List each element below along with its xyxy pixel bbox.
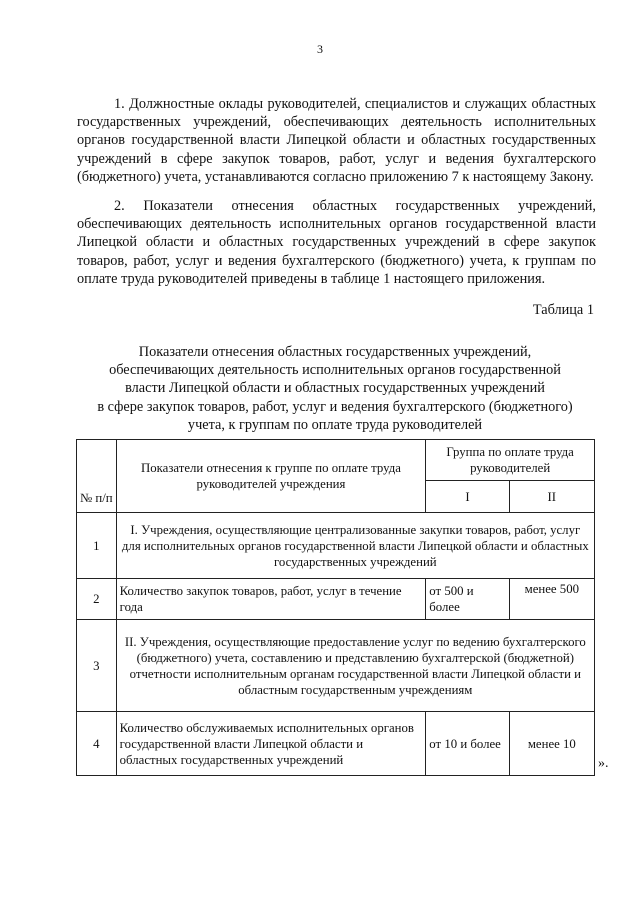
table-title xyxy=(40,343,630,434)
table-header-row xyxy=(77,440,595,481)
row-indicator: Количество обслуживаемых исполнительных органов государственной власти Липецкой области и областных государственных учреждений xyxy=(116,712,426,776)
table-title-line: Показатели отнесения областных государственных учреждений, xyxy=(138,344,532,360)
paragraph-2: 2. Показатели отнесения областных государственных учреждений, обеспечивающих деятельность исполнительных органов государственной власти Липецкой области и областных государственных учреждений в сфере закупок товаров, работ, услуг и ведения бухгалтерского (бюджетного) учета, к группам по оплате труда руководителей приведены в таблице 1 настоящего приложения. xyxy=(77,198,596,287)
header-group-1: I xyxy=(426,481,509,513)
table-row xyxy=(77,712,595,776)
row-group-2-value: менее 500 xyxy=(509,579,594,620)
header-group: Группа по оплате труда руководителей xyxy=(426,440,595,481)
section-heading: II. Учреждения, осуществляющие предоставление услуг по ведению бухгалтерского (бюджетного) учета, составлению и представлению бухгалтерской (бюджетной) отчетности исполнительным органам государственной власти Липецкой области и областным государственным учреждениям xyxy=(116,620,594,712)
row-indicator: Количество закупок товаров, работ, услуг в течение года xyxy=(116,579,426,620)
table-row xyxy=(77,579,595,620)
row-num: 4 xyxy=(77,712,117,776)
indicators-table xyxy=(76,439,595,776)
paragraph-1: 1. Должностные оклады руководителей, специалистов и служащих областных государственных учреждений, обеспечивающих деятельность исполнительных органов государственной власти Липецкой области и областных государственных учреждений в сфере закупок товаров, работ, услуг и ведения бухгалтерского (бюджетного) учета, устанавливаются согласно приложению 7 к настоящему Закону. xyxy=(77,96,596,185)
row-num: 1 xyxy=(77,513,117,579)
table-title-line: обеспечивающих деятельность исполнительных органов государственной xyxy=(109,362,561,379)
section-heading: I. Учреждения, осуществляющие централизованные закупки товаров, работ, услуг для исполнительных органов государственной власти Липецкой области и областных государственных учреждений xyxy=(116,513,594,579)
table-title-line: власти Липецкой области и областных государственных учреждений xyxy=(125,380,545,397)
table-title-line: учета, к группам по оплате труда руководителей xyxy=(187,416,483,433)
row-num: 2 xyxy=(77,579,117,620)
header-num: № п/п xyxy=(77,440,117,513)
table-title-line: в сфере закупок товаров, работ, услуг и ведения бухгалтерского (бюджетного) xyxy=(97,398,573,415)
row-group-1-value: от 500 и более xyxy=(426,579,509,620)
table-label: Таблица 1 xyxy=(532,302,594,318)
table-row xyxy=(77,620,595,712)
row-num: 3 xyxy=(77,620,117,712)
page-number: 3 xyxy=(317,42,323,56)
header-indicator: Показатели отнесения к группе по оплате труда руководителей учреждения xyxy=(116,440,426,513)
row-group-2-value: менее 10 xyxy=(509,712,594,776)
header-group-2: II xyxy=(509,481,594,513)
table-row xyxy=(77,513,595,579)
closing-quote: ». xyxy=(598,756,609,771)
row-group-1-value: от 10 и более xyxy=(426,712,509,776)
